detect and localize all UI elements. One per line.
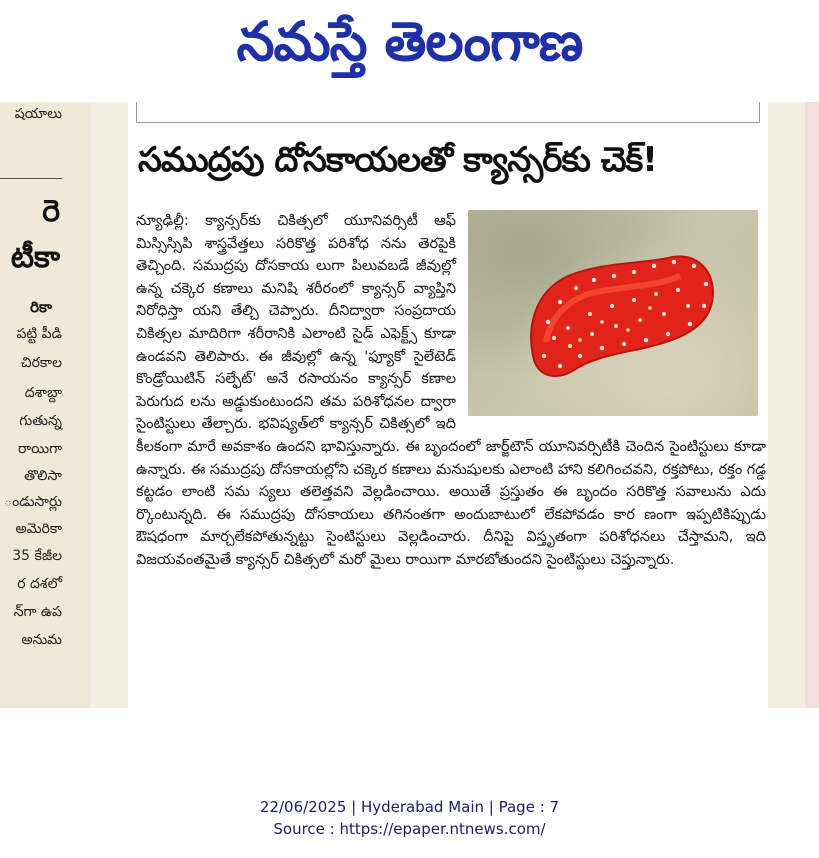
adjacent-line: రాయిగా (17, 441, 62, 457)
adjacent-line: 35 కేజీల (12, 548, 62, 564)
adjacent-line: దశాబ్దా (24, 385, 62, 401)
previous-item-border (136, 102, 760, 123)
adjacent-line: ండుసార్లు (4, 494, 62, 510)
article (128, 102, 768, 708)
article-body-text: న్యూఢిల్లీ: క్యాన్సర్‌కు చికిత్సలో యూనివర్సిటీ ఆఫ్ మిస్సిస్సిపి శాస్త్రవేత్తలు సరికొత్త పరిశోధ నను తెరపైకి తెచ్చింది. సముద్రపు దోసకాయ లుగా పిలువబడే జీవుల్లో ఉన్న చక్కెర కణాలు మనిషి శరీరంలో క్యాన్సర్ వ్యాప్తిని నిరోధిస్తా యని తేల్చి చెప్పారు. దీనిద్వారా సంప్రదాయ చికిత్సల మాదిరిగా శరీరానికి ఎలాంటి సైడ్ ఎఫెక్ట్స్ కూడా ఉండవని తెలిపారు. ఈ జీవుల్లో ఉన్న 'ఫ్యూకో సైలేటెడ్ కొండ్రోయిటిన్ సల్ఫేట్' అనే రసాయనం క్యాన్సర్ కణాల పెరుగుద లను అడ్డుకుంటుందని తమ పరిశోధనల ద్వారా సైంటిస్టులు తేల్చారు. భవిష్యత్‌లో క్యాన్సర్ చికిత్సలో ఇది కీలకంగా మారే అవకాశం ఉందని భావిస్తున్నారు. ఈ బృందంలో జార్జ్‌టౌన్ యూనివర్సిటీకి చెందిన సైంటిస్టులు కూడా ఉన్నారు. ఈ సముద్రపు దోసకాయల్లోని చక్కెర కణాలు మనుషులకు ఎలాంటి హాని కలిగించవని, రక్తపోటు, రక్తం గడ్డ కట్టడం లాంటి సమ స్యలు తలెత్తవని వెల్లడించాయి. అయితే ప్రస్తుతం ఈ బృందం సరికొత్త సవాలును ఎదు ర్కొంటున్నది. ఈ సముద్రపు దోసకాయలు తగినంతగా అందుబాటులో లేకపోవడం కార ణంగా ఇప్పటికిప్పుడు ఔషధంగా మార్చలేకపోతున్నట్టు సైంటిస్టులు వెల్లడించారు. దీనిపై విస్తృతంగా పరిశోధనలు చేస్తామని, ఇది విజయవంతమైతే క్యాన్సర్ చికిత్సలో మరో మైలు రాయిగా మారబోతుందని సైంటిస్టులు చెప్తున్నారు. (136, 213, 766, 568)
adjacent-line: పట్టి పీడి (16, 326, 62, 342)
adjacent-line: న్‌గా ఉప (13, 604, 62, 620)
adjacent-line: గుతున్న (19, 413, 62, 429)
sea-cucumber-illustration (468, 210, 758, 416)
adjacent-line: అమెరికా (15, 521, 62, 537)
edition-info: 22/06/2025 | Hyderabad Main | Page : 7 (259, 798, 560, 816)
adjacent-article-column (0, 102, 90, 708)
news-clipping (0, 102, 819, 708)
adjacent-line: తొలిసా (24, 468, 62, 484)
adjacent-subhead-fragment: రికా (30, 298, 52, 316)
adjacent-page-edge (805, 102, 819, 708)
adjacent-line: అనుమ (21, 632, 62, 648)
source-link[interactable]: Source : https://epaper.ntnews.com/ (273, 820, 546, 838)
sea-cucumber-photo (468, 210, 758, 416)
article-body (136, 210, 766, 572)
adjacent-line: ర దశలో (17, 576, 62, 592)
page-footer (0, 796, 819, 840)
newspaper-masthead: నమస్తే తెలంగాణ (236, 10, 583, 73)
adjacent-line: షయాలు (14, 106, 62, 122)
adjacent-headline-fragment: రె (42, 194, 60, 229)
column-rule (0, 178, 62, 179)
adjacent-headline-fragment: టీకా (10, 240, 60, 275)
adjacent-line: చిరకాల (20, 355, 62, 371)
article-headline: సముద్రపు దోసకాయలతో క్యాన్సర్‌కు చెక్! (138, 140, 657, 180)
